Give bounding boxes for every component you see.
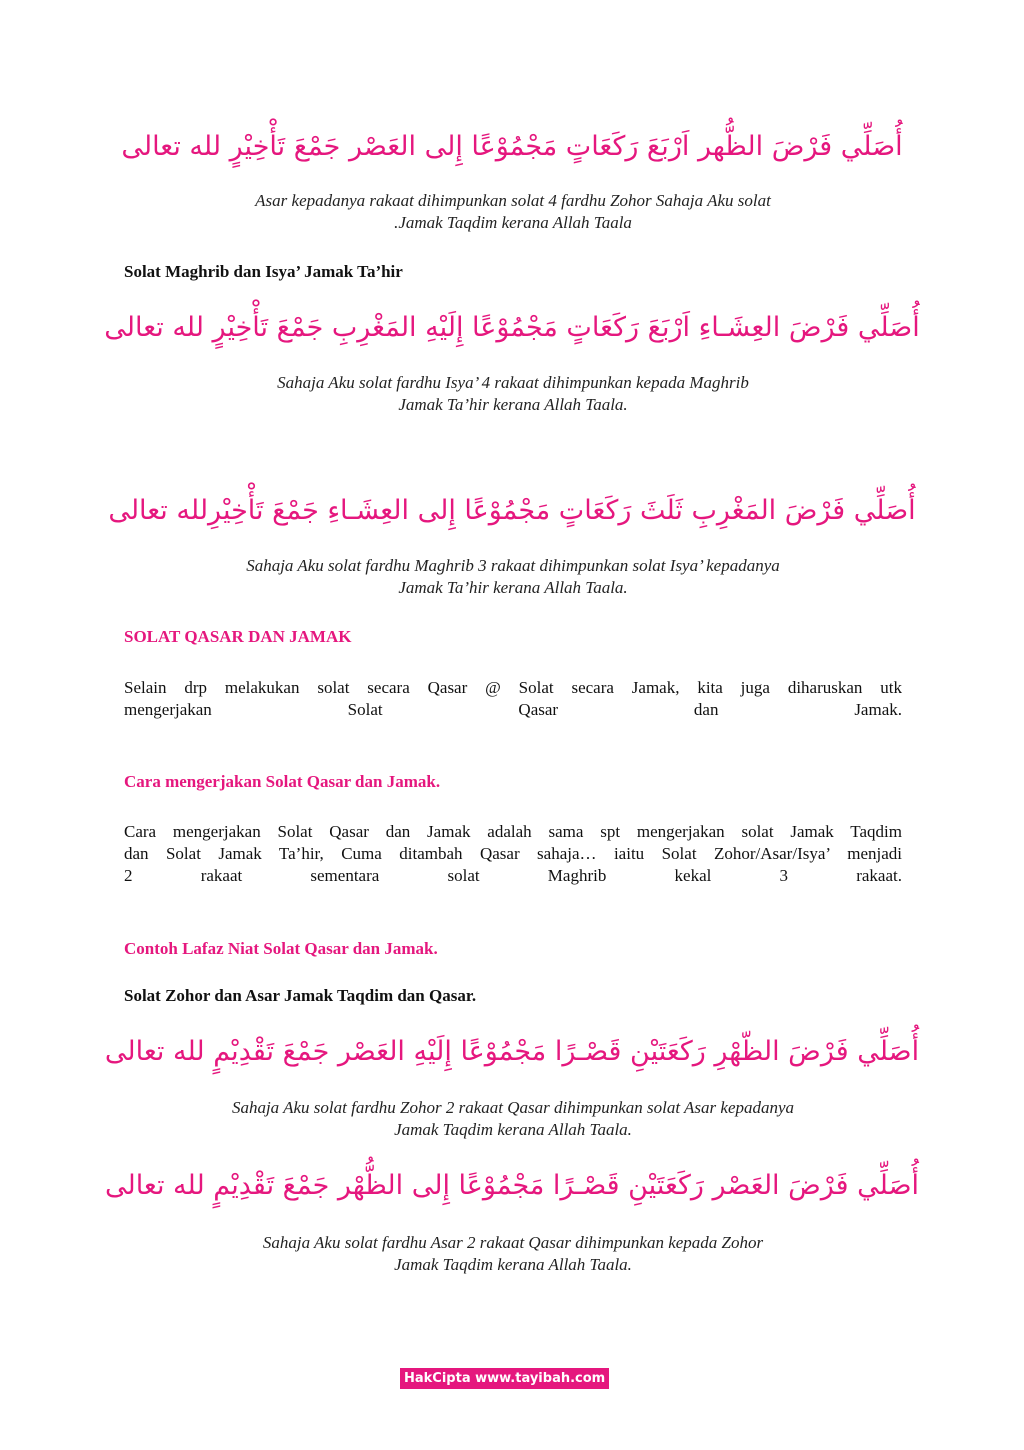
translation-line: Jamak Taqdim kerana Allah Taala. [394, 1255, 632, 1274]
arabic-niat-isya-maghrib: أُصَلِّي فَرْضَ العِشَـاءِ اَرْبَعَ رَكَعَاتٍ مَجْمُوْعًا إِلَيْهِ المَغْرِبِ جَمْعَ تَأْخِيْرٍ لله تعالى [104, 312, 920, 343]
paragraph-line: dan Solat Jamak Ta’hir, Cuma ditambah Qasar sahaja… iaitu Solat Zohor/Asar/Isya’ menjadi [124, 844, 902, 863]
translation-maghrib-isya [124, 555, 902, 599]
arabic-niat-asar-qasar: أُصَلِّي فَرْضَ العَصْر رَكَعَتَيْنِ قَصْـرًا مَجْمُوْعًا إِلى الظُّهْر جَمْعَ تَقْدِيْمٍ لله تعالى [104, 1170, 920, 1201]
translation-zohor-qasar [124, 1097, 902, 1141]
arabic-niat-zohor-asar-takhir: أُصَلِّي فَرْضَ الظُّهر اَرْبَعَ رَكَعَاتٍ مَجْمُوْعًا إِلى العَصْر جَمْعَ تَأْخِيْرٍ لله تعالى [121, 131, 903, 162]
translation-isya-maghrib [124, 372, 902, 416]
translation-line: Asar kepadanya rakaat dihimpunkan solat 4 fardhu Zohor Sahaja Aku solat [255, 191, 771, 210]
section-heading-qasar-jamak: SOLAT QASAR DAN JAMAK [124, 627, 352, 646]
section-heading-cara: Cara mengerjakan Solat Qasar dan Jamak. [124, 772, 441, 791]
translation-line: Sahaja Aku solat fardhu Isya’ 4 rakaat dihimpunkan kepada Maghrib [277, 373, 749, 392]
paragraph-cara [124, 821, 902, 887]
paragraph-line: Cara mengerjakan Solat Qasar dan Jamak adalah sama spt mengerjakan solat Jamak Taqdim [124, 822, 902, 841]
paragraph-intro [124, 677, 902, 721]
arabic-niat-zohor-qasar: أُصَلِّي فَرْضَ الظّهْرِ رَكَعَتَيْنِ قَصْـرًا مَجْمُوْعًا إِلَيْهِ العَصْر جَمْعَ تَقْدِيْمٍ لله تعالى [104, 1036, 920, 1067]
copyright-footer-link[interactable]: HakCipta www.tayibah.com [400, 1368, 609, 1389]
translation-zohor-asar-takhir [124, 190, 902, 234]
translation-line: Jamak Ta’hir kerana Allah Taala. [398, 578, 628, 597]
translation-line: Jamak Ta’hir kerana Allah Taala. [398, 395, 628, 414]
translation-asar-qasar [124, 1232, 902, 1276]
paragraph-line: Selain drp melakukan solat secara Qasar @ Solat secara Jamak, kita juga diharuskan utk [124, 678, 902, 697]
translation-line: Sahaja Aku solat fardhu Zohor 2 rakaat Qasar dihimpunkan solat Asar kepadanya [231, 1098, 795, 1117]
translation-line: Sahaja Aku solat fardhu Asar 2 rakaat Qasar dihimpunkan kepada Zohor [262, 1233, 764, 1252]
arabic-niat-maghrib-isya: أُصَلِّي فَرْضَ المَغْرِبِ ثَلَثَ رَكَعَاتٍ مَجْمُوْعًا إِلى العِشَـاءِ جَمْعَ تَأْخِيْرِلله تعالى [108, 495, 916, 526]
translation-line: Sahaja Aku solat fardhu Maghrib 3 rakaat dihimpunkan solat Isya’ kepadanya [246, 556, 780, 575]
section-heading-contoh: Contoh Lafaz Niat Solat Qasar dan Jamak. [124, 939, 438, 958]
paragraph-line: mengerjakan Solat Qasar dan Jamak. [124, 700, 902, 719]
translation-line: Jamak Taqdim kerana Allah Taala. [394, 1120, 632, 1139]
section-heading-zohor-asar: Solat Zohor dan Asar Jamak Taqdim dan Qasar. [124, 986, 477, 1005]
section-heading-maghrib-isya: Solat Maghrib dan Isya’ Jamak Ta’hir [124, 262, 403, 281]
paragraph-line: 2 rakaat sementara solat Maghrib kekal 3 rakaat. [124, 866, 902, 885]
translation-line: .Jamak Taqdim kerana Allah Taala [394, 213, 632, 232]
